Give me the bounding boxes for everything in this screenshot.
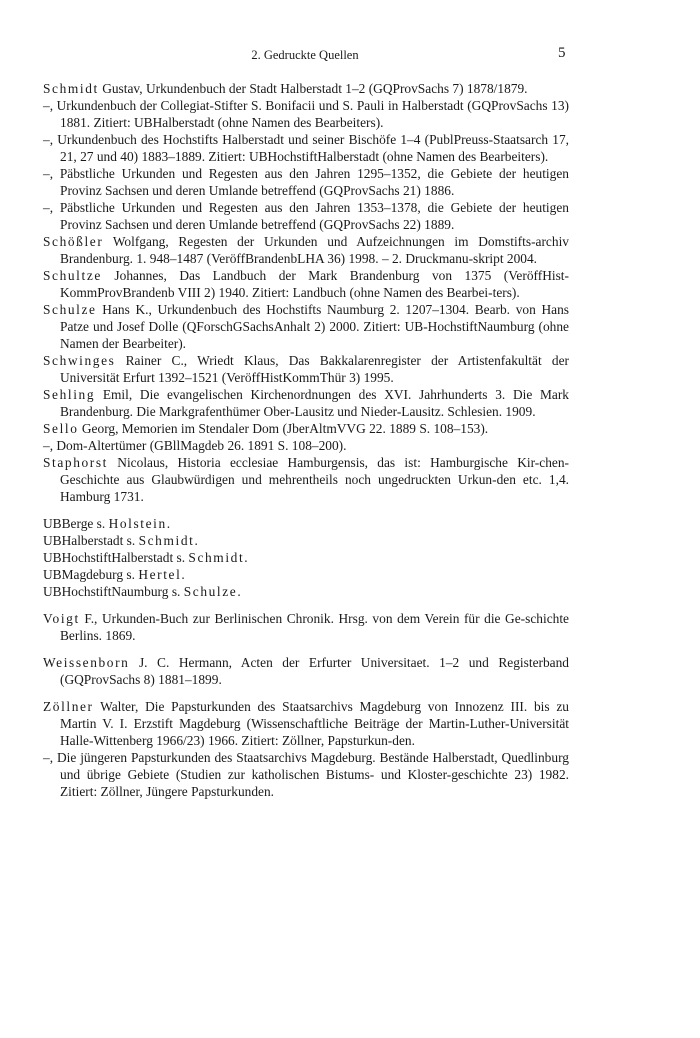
- bibliography-entry: [43, 386, 569, 420]
- reference-author: Holstein: [108, 516, 167, 531]
- bibliography-entry: [43, 749, 569, 800]
- entry-text: –, Die jüngeren Papsturkunden des Staatsarchivs Magdeburg. Bestände Halberstadt, Quedlinburg und übrige Gebiete (Studien zur katholischen Bistums- und Kloster-geschichte 23) 1982. Zitiert: Zöllner, Jüngere Papsturkunden.: [43, 750, 569, 799]
- bibliography-entry: [43, 454, 569, 505]
- cross-reference: [43, 549, 569, 566]
- cross-reference: [43, 583, 569, 600]
- bibliography-entry: [43, 97, 569, 131]
- section-gap: [43, 505, 569, 515]
- reference-end: .: [237, 584, 241, 599]
- reference-author: Schmidt: [188, 550, 245, 565]
- entry-text: Walter, Die Papsturkunden des Staatsarchivs Magdeburg von Innozenz III. bis zu Martin V. I. Erzstift Magdeburg (Wissenschaftliche Beiträge der Martin-Luther-Universität Halle-Wittenberg 1966/23) 1966. Zitiert: Zöllner, Papsturkun-den.: [60, 699, 569, 748]
- reference-author: Hertel: [138, 567, 182, 582]
- reference-abbreviation: UBHalberstadt s.: [43, 533, 139, 548]
- entry-group-c: [43, 654, 569, 688]
- bibliography-entry: [43, 233, 569, 267]
- cross-reference: [43, 532, 569, 549]
- entry-author: Schwinges: [43, 353, 116, 368]
- section-gap: [43, 644, 569, 654]
- reference-end: .: [194, 533, 198, 548]
- entry-author: Sello: [43, 421, 79, 436]
- entry-author: Schultze: [43, 268, 102, 283]
- entry-group-a: [43, 80, 569, 505]
- page-number: 5: [558, 45, 566, 61]
- entry-text: –, Urkundenbuch des Hochstifts Halberstadt und seiner Bischöfe 1–4 (PublPreuss-Staatsarch 17, 21, 27 und 40) 1883–1889. Zitiert: UBHochstiftHalberstadt (ohne Namen des Bearbeiters).: [43, 132, 569, 164]
- entry-author: Sehling: [43, 387, 96, 402]
- bibliography-entry: [43, 437, 569, 454]
- entry-text: Georg, Memorien im Stendaler Dom (JberAltmVVG 22. 1889 S. 108–153).: [78, 421, 489, 436]
- running-header: [0, 46, 700, 66]
- reference-author: Schmidt: [138, 533, 195, 548]
- cross-reference: [43, 566, 569, 583]
- entry-text: J. C. Hermann, Acten der Erfurter Universitaet. 1–2 und Registerband (GQProvSachs 8) 1881–1899.: [60, 655, 569, 687]
- reference-abbreviation: UBHochstiftNaumburg s.: [43, 584, 184, 599]
- bibliography-entry: [43, 301, 569, 352]
- bibliography-entry: [43, 80, 569, 97]
- entry-author: Schößler: [43, 234, 104, 249]
- reference-abbreviation: UBMagdeburg s.: [43, 567, 139, 582]
- section-gap: [43, 688, 569, 698]
- bibliography-entry: [43, 131, 569, 165]
- entry-text: Johannes, Das Landbuch der Mark Brandenburg von 1375 (VeröffHist-KommProvBrandenb VIII 2) 1940. Zitiert: Landbuch (ohne Namen des Bearbei-ters).: [60, 268, 569, 300]
- running-title: 2. Gedruckte Quellen: [251, 48, 359, 62]
- entry-author: Voigt: [43, 611, 80, 626]
- entry-text: Emil, Die evangelischen Kirchenordnungen des XVI. Jahrhunderts 3. Die Mark Brandenburg. Die Markgrafenthümer Ober-Lausitz und Nieder-Lausitz. Schlesien. 1909.: [60, 387, 569, 419]
- entry-author: Zöllner: [43, 699, 94, 714]
- entry-text: Nicolaus, Historia ecclesiae Hamburgensis, das ist: Hamburgische Kir-chen-Geschichte aus Glaubwürdigen und mehrentheils noch ungedruckten Urkun-den etc. 1,4. Hamburg 1731.: [60, 455, 569, 504]
- entry-group-b: [43, 610, 569, 644]
- entry-text: Rainer C., Wriedt Klaus, Das Bakkalarenregister der Artistenfakultät der Universität Erfurt 1392–1521 (VeröffHistKommThür 3) 1995.: [60, 353, 569, 385]
- entry-text: –, Dom-Altertümer (GBllMagdeb 26. 1891 S. 108–200).: [43, 438, 347, 453]
- reference-end: .: [181, 567, 185, 582]
- entry-author: Weissenborn: [43, 655, 130, 670]
- bibliography-entry: [43, 165, 569, 199]
- reference-end: .: [166, 516, 171, 531]
- entry-author: Schmidt: [43, 81, 99, 96]
- cross-reference: [43, 515, 569, 532]
- bibliography-entry: [43, 267, 569, 301]
- entry-text: F., Urkunden-Buch zur Berlinischen Chronik. Hrsg. von dem Verein für die Ge-schichte Berlins. 1869.: [60, 611, 569, 643]
- bibliography-entry: [43, 199, 569, 233]
- entry-text: Gustav, Urkundenbuch der Stadt Halberstadt 1–2 (GQProvSachs 7) 1878/1879.: [98, 81, 528, 96]
- bibliography-entry: [43, 420, 569, 437]
- entry-text: –, Urkundenbuch der Collegiat-Stifter S. Bonifacii und S. Pauli in Halberstadt (GQProvSachs 13) 1881. Zitiert: UBHalberstadt (ohne Namen des Bearbeiters).: [43, 98, 569, 130]
- reference-end: .: [244, 550, 248, 565]
- cross-references: [43, 515, 569, 600]
- reference-abbreviation: UBBerge s.: [43, 516, 109, 531]
- entry-text: –, Päbstliche Urkunden und Regesten aus den Jahren 1295–1352, die Gebiete der heutigen Provinz Sachsen und deren Umlande betreffend (GQProvSachs 21) 1886.: [43, 166, 569, 198]
- entry-author: Schulze: [43, 302, 97, 317]
- entry-group-d: [43, 698, 569, 800]
- entry-text: Wolfgang, Regesten der Urkunden und Aufzeichnungen im Domstifts-archiv Brandenburg. 1. 948–1487 (VeröffBrandenbLHA 36) 1998. – 2. Druckmanu-skript 2004.: [60, 234, 569, 266]
- entry-text: –, Päbstliche Urkunden und Regesten aus den Jahren 1353–1378, die Gebiete der heutigen Provinz Sachsen und deren Umlande betreffend (GQProvSachs 22) 1889.: [43, 200, 569, 232]
- entry-text: Hans K., Urkundenbuch des Hochstifts Naumburg 2. 1207–1304. Bearb. von Hans Patze und Josef Dolle (QForschGSachsAnhalt 2) 2000. Zitiert: UB-HochstiftNaumburg (ohne Namen der Bearbeiter).: [60, 302, 569, 351]
- bibliography: [43, 80, 569, 800]
- reference-author: Schulze: [183, 584, 238, 599]
- bibliography-entry: [43, 654, 569, 688]
- section-gap: [43, 600, 569, 610]
- bibliography-entry: [43, 352, 569, 386]
- bibliography-entry: [43, 610, 569, 644]
- reference-abbreviation: UBHochstiftHalberstadt s.: [43, 550, 189, 565]
- entry-author: Staphorst: [43, 455, 108, 470]
- bibliography-entry: [43, 698, 569, 749]
